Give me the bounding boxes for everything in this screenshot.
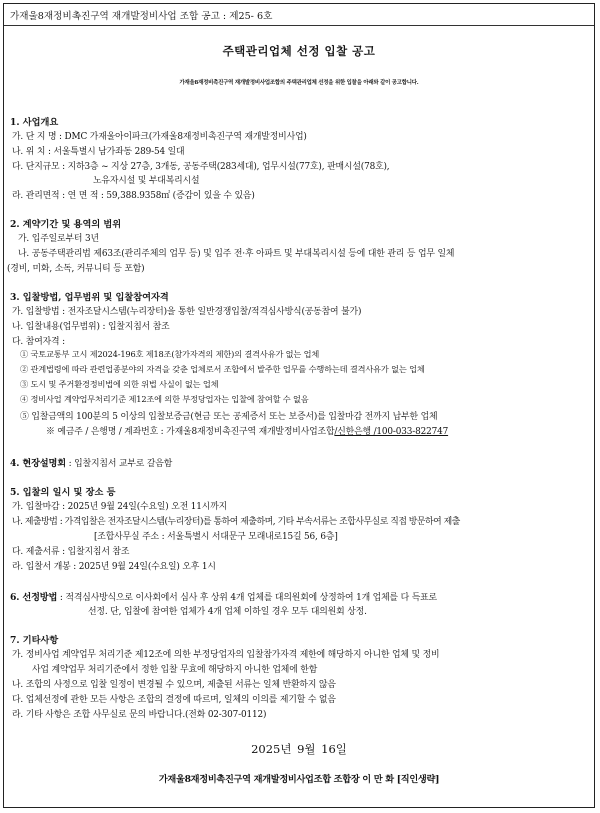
s7-item-a: 가. 정비사업 계약업무 처리기준 제12조에 의한 부정당업자의 입찰참가자격 제한에 해당하지 아니한 업체 및 정비 — [12, 650, 440, 660]
s5-opening: 라. 입찰서 개봉 : 2025년 9월 24일(수요일) 오후 1시 — [12, 562, 216, 572]
section-6-heading: 6. 선정방법 — [10, 592, 58, 603]
section-7-heading: 7. 기타사항 — [10, 635, 59, 646]
notice-document — [3, 3, 595, 808]
s5-deadline: 가. 입찰마감 : 2025년 9월 24일(수요일) 오전 11시까지 — [12, 502, 228, 512]
section-5-heading: 5. 입찰의 일시 및 장소 등 — [10, 487, 116, 498]
s3-qual-3: ③ 도시 및 주거환경정비법에 의한 위법 사실이 없는 업체 — [20, 379, 219, 389]
s5-documents: 다. 제출서류 : 입찰지침서 참조 — [12, 547, 130, 557]
section-1-heading: 1. 사업개요 — [10, 117, 59, 128]
s3-qual-5: ⑤ 입찰금액의 100분의 5 이상의 입찰보증금(현금 또는 공제증서 또는 보증서)를 입찰마감 전까지 납부한 업체 — [20, 412, 438, 422]
s1-scale: 다. 단지규모 : 지하3층 ~ 지상 27층, 3개동, 공동주택(283세대), 업무시설(77호), 판매시설(78호), — [12, 162, 390, 172]
section-4-heading: 4. 현장설명회 — [10, 458, 66, 469]
signature-line: 가재울8재정비촉진구역 재개발정비사업조합 조합장 이 만 화 [직인생략] — [158, 774, 440, 785]
s3-account-holder: ※ 예금주 / 은행명 / 계좌번호 : 가재울8재정비촉진구역 재개발정비사업조합 — [46, 427, 335, 437]
notice-title: 주택관리업체 선정 입찰 공고 — [222, 44, 376, 58]
section-3-heading: 3. 입찰방법, 업무범위 및 입찰참여자격 — [10, 292, 169, 303]
s7-item-d: 라. 기타 사항은 조합 사무실로 문의 바랍니다.(전화 02-307-0112) — [12, 710, 267, 720]
notice-header-box — [4, 4, 594, 26]
s3-method: 가. 입찰방법 : 전자조달시스템(누리장터)을 통한 일반경쟁입찰/적격심사방식(공동참여 불가) — [12, 307, 362, 317]
notice-number: 가재울8재정비촉진구역 재개발정비사업 조합 공고 : 제25- 6호 — [10, 11, 273, 22]
section-4 — [10, 455, 172, 469]
s7-item-b: 나. 조합의 사정으로 입찰 일정이 변경될 수 있으며, 제출된 서류는 일체 반환하지 않음 — [12, 680, 336, 690]
section-6 — [10, 589, 437, 603]
s1-complex-name: 가. 단 지 명 : DMC 가재울아이파크(가재울8재정비촉진구역 재개발정비사업) — [12, 132, 307, 142]
s3-account-number: /신한은행 /100-033-822747 — [334, 427, 449, 437]
notice-intro: 가재울8재정비촉진구역 재개발정비사업조합의 주택관리업체 선정을 위한 입찰을 아래와 같이 공고합니다. — [179, 80, 419, 86]
s1-location: 나. 위 치 : 서울특별시 남가좌동 289-54 일대 — [12, 147, 185, 157]
s3-qualification: 다. 참여자격 : — [12, 337, 65, 347]
s6-text-cont: 선정. 단, 입찰에 참여한 업체가 4개 업체 이하일 경우 모두 대의원회 상정. — [88, 607, 367, 617]
s5-office-address: [조합사무실 주소 : 서울특별시 서대문구 모래내로15길 56, 6층] — [94, 532, 338, 542]
s2-scope-cont: (경비, 미화, 소독, 커뮤니티 등 포함) — [7, 264, 145, 274]
s1-scale-cont: 노유자시설 및 부대복리시설 — [93, 176, 200, 186]
s4-text: : 입찰지침서 교부로 갈음함 — [65, 459, 173, 469]
s5-submission: 나. 제출방법 : 가격입찰은 전자조달시스템(누리장터)를 통하여 제출하며, 기타 부속서류는 조합사무실로 직접 방문하여 제출 — [12, 517, 460, 527]
s7-item-a-cont: 사업 계약업무 처리기준에서 정한 입찰 무효에 해당하지 아니한 업체에 한함 — [32, 665, 318, 675]
s3-qual-1: ① 국토교통부 고시 제2024-196호 제18조(참가자격의 제한)의 결격사유가 없는 업체 — [20, 349, 320, 359]
s3-qual-4: ④ 정비사업 계약업무처리기준 제12조에 의한 부정당업자는 입찰에 참여할 수 없음 — [20, 394, 309, 404]
s1-area: 라. 관리면적 : 연 면 적 : 59,388.9358㎡ (증감이 있을 수 있음) — [12, 191, 255, 201]
s3-content: 나. 입찰내용(업무범위) : 입찰지침서 참조 — [12, 322, 170, 332]
s7-item-c: 다. 업체선정에 관한 모든 사항은 조합의 결정에 따르며, 일체의 이의를 제기할 수 없음 — [12, 695, 336, 705]
s2-scope: 나. 공동주택관리법 제63조(관리주체의 업무 등) 및 입주 전·후 아파트 및 부대복리시설 등에 대한 관리 등 업무 일체 — [18, 249, 455, 259]
notice-date: 2025년 9월 16일 — [251, 742, 347, 756]
s6-text: : 적격심사방식으로 이사회에서 심사 후 상위 4개 업체를 대의원회에 상정하여 1개 업체를 다 득표로 — [57, 593, 437, 603]
s2-period: 가. 입주일로부터 3년 — [18, 234, 99, 244]
s3-qual-2: ② 관계법령에 따라 관련업종분야의 자격을 갖춘 업체로서 조합에서 발주한 업무를 수행하는데 결격사유가 없는 업체 — [20, 364, 425, 374]
section-2-heading: 2. 계약기간 및 용역의 범위 — [10, 219, 122, 230]
s3-account — [46, 424, 448, 437]
